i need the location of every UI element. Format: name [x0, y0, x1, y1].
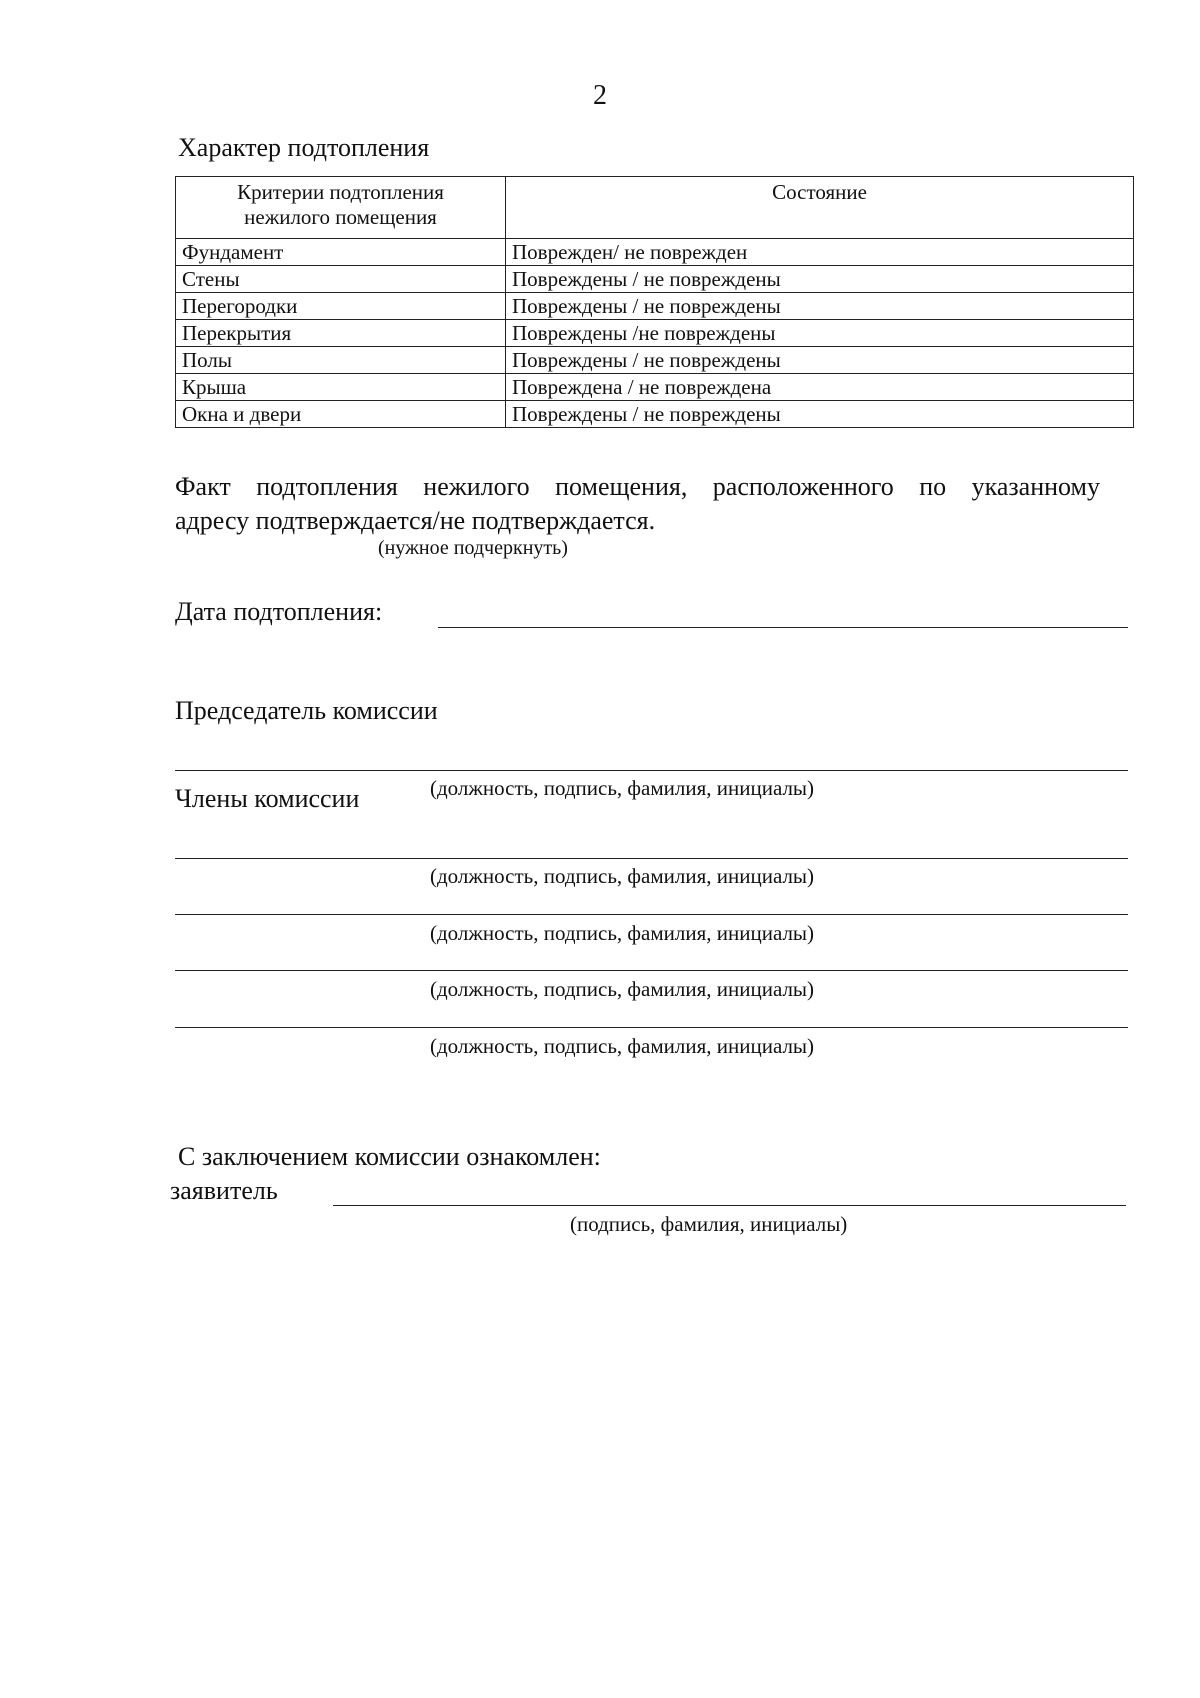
fact-hint: (нужное подчеркнуть): [378, 537, 568, 559]
criterion-cell: Фундамент: [176, 239, 506, 266]
applicant-signature-hint: (подпись, фамилия, инициалы): [570, 1212, 848, 1236]
applicant-signature-line: [333, 1205, 1126, 1206]
page-number: 2: [593, 80, 607, 111]
fact-line: адресу подтверждается/не подтверждается.: [175, 506, 656, 535]
member-signature-line: [175, 1027, 1128, 1028]
criterion-cell: Перегородки: [176, 293, 506, 320]
table-row: [176, 347, 1134, 374]
flood-date-line: [438, 627, 1128, 628]
criterion-cell: Стены: [176, 266, 506, 293]
signature-hint: (должность, подпись, фамилия, инициалы): [430, 921, 815, 945]
members-label: Члены комиссии: [175, 784, 360, 813]
table-header-row: [176, 177, 1134, 239]
fact-line: Факт подтопления нежилого помещения, расположенного по указанному: [175, 472, 1100, 501]
signature-hint: (должность, подпись, фамилия, инициалы): [430, 864, 815, 888]
table-row: [176, 239, 1134, 266]
member-signature-line: [175, 970, 1128, 971]
table-row: [176, 374, 1134, 401]
member-signature-line: [175, 858, 1128, 859]
state-cell: Повреждена / не повреждена: [506, 374, 1134, 401]
chairman-signature-line: [175, 770, 1128, 771]
criteria-header-line: Критерии подтопления: [237, 180, 444, 204]
state-cell: Повреждены / не повреждены: [506, 266, 1134, 293]
table-row: [176, 320, 1134, 347]
criteria-table: [175, 176, 1134, 428]
criterion-cell: Перекрытия: [176, 320, 506, 347]
flood-date-label: Дата подтопления:: [175, 597, 383, 626]
signature-hint: (должность, подпись, фамилия, инициалы): [430, 977, 815, 1001]
criteria-column-header: [176, 177, 506, 239]
criteria-header-line: нежилого помещения: [244, 205, 437, 229]
criterion-cell: Крыша: [176, 374, 506, 401]
table-row: [176, 293, 1134, 320]
acknowledgement-label: С заключением комиссии ознакомлен:: [178, 1142, 601, 1171]
signature-hint: (должность, подпись, фамилия, инициалы): [430, 1034, 815, 1058]
state-cell: Повреждены / не повреждены: [506, 293, 1134, 320]
state-column-header: Состояние: [506, 177, 1134, 239]
applicant-label: заявитель: [170, 1176, 278, 1205]
state-cell: Повреждены / не повреждены: [506, 401, 1134, 428]
fact-statement: [175, 470, 1100, 538]
table-row: [176, 266, 1134, 293]
member-signature-line: [175, 914, 1128, 915]
state-cell: Повреждены / не повреждены: [506, 347, 1134, 374]
criterion-cell: Окна и двери: [176, 401, 506, 428]
criterion-cell: Полы: [176, 347, 506, 374]
state-cell: Поврежден/ не поврежден: [506, 239, 1134, 266]
table-row: [176, 401, 1134, 428]
chairman-label: Председатель комиссии: [175, 696, 438, 725]
state-cell: Повреждены /не повреждены: [506, 320, 1134, 347]
signature-hint: (должность, подпись, фамилия, инициалы): [430, 776, 815, 800]
section-title: Характер подтопления: [178, 133, 430, 162]
